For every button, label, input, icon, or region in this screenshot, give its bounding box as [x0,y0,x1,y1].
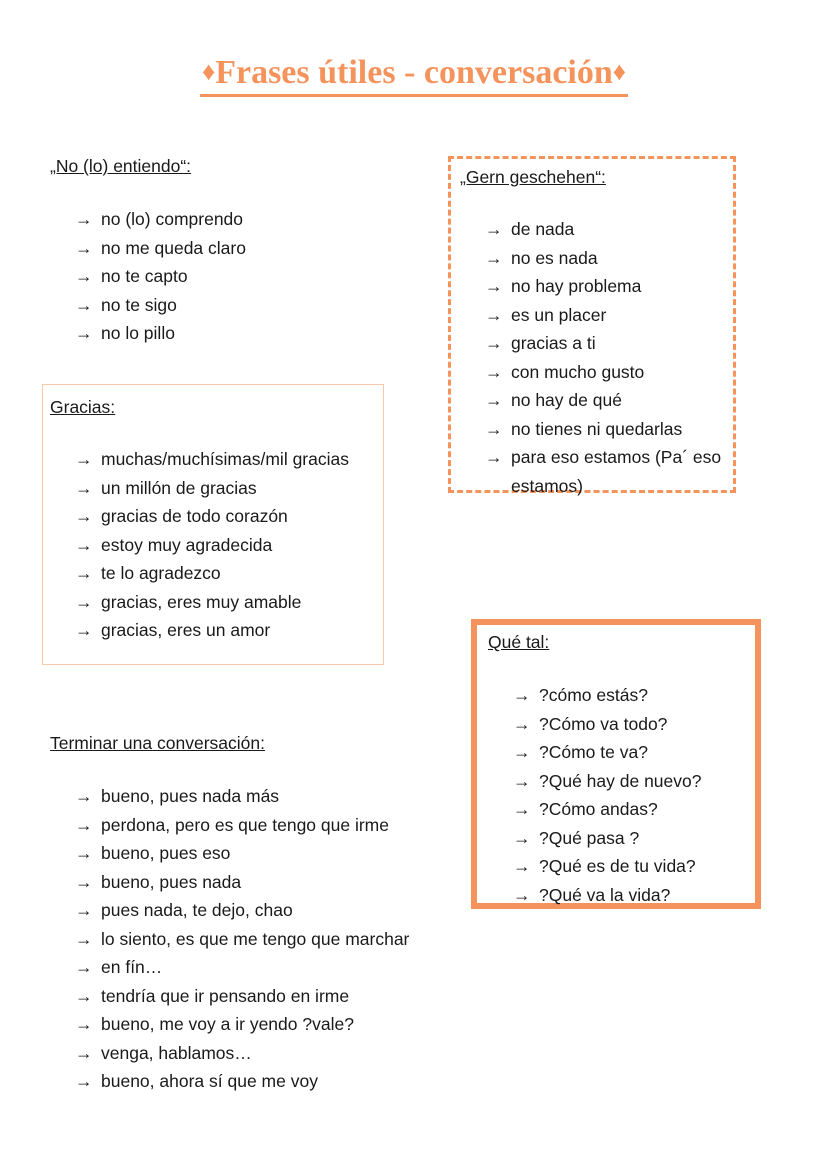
phrase-text: gracias, eres muy amable [101,591,302,612]
phrase-text: no lo pillo [101,323,175,343]
phrase-text: venga, hablamos… [101,1042,252,1063]
phrase-item [75,868,409,897]
phrase-item [513,881,702,910]
arrow-right-icon: → [75,814,93,835]
arrow-right-icon: → [75,294,93,315]
arrow-right-icon: → [485,219,503,239]
phrase-item [485,301,730,330]
section-que-tal [488,632,702,909]
phrase-list [513,681,702,909]
arrow-right-icon: → [75,477,93,498]
phrase-item [513,738,702,767]
phrase-item [75,811,409,840]
phrase-item [485,386,730,415]
phrase-text: gracias a ti [511,333,596,353]
arrow-right-icon: → [75,237,93,258]
arrow-right-icon: → [75,620,93,640]
arrow-right-icon: → [75,591,93,612]
phrase-list [75,445,349,645]
phrase-item [75,782,409,811]
phrase-item [75,616,349,645]
section-heading: Qué tal: [488,632,550,652]
arrow-right-icon: → [75,985,93,1006]
arrow-right-icon: → [75,449,93,469]
phrase-text: gracias, eres un amor [101,620,271,640]
phrase-text: no me queda claro [101,237,246,258]
page-title [0,52,828,97]
phrase-item [75,445,349,474]
arrow-right-icon: → [513,856,531,876]
phrase-item [485,358,730,387]
phrase-text: gracias de todo corazón [101,506,288,526]
phrase-item [75,474,349,503]
section-heading: Gracias: [50,397,116,417]
phrase-list [485,215,730,500]
phrase-text: un millón de gracias [101,477,257,498]
arrow-right-icon: → [485,418,503,439]
arrow-right-icon: → [75,786,93,806]
diamond-left-icon: ♦ [201,57,216,86]
phrase-text: no tienes ni quedarlas [511,418,683,439]
phrase-item [75,531,349,560]
arrow-right-icon: → [485,361,503,382]
phrase-text: ?Qué pasa ? [539,827,640,848]
phrase-item [485,329,730,358]
phrase-item [513,824,702,853]
phrase-text: lo siento, es que me tengo que marchar [101,928,410,949]
phrase-text: ?cómo estás? [539,685,648,705]
arrow-right-icon: → [75,506,93,526]
phrase-item [75,982,409,1011]
arrow-right-icon: → [485,447,503,467]
phrase-item [75,559,349,588]
phrase-item [75,953,409,982]
phrase-item [513,852,702,881]
phrase-item [75,588,349,617]
section-no-entiendo [50,156,246,348]
arrow-right-icon: → [75,1071,93,1091]
section-heading: „No (lo) entiendo“: [50,156,192,176]
section-heading: „Gern geschehen“: [460,167,606,187]
arrow-right-icon: → [75,563,93,583]
phrase-item [485,244,730,273]
phrase-item [485,215,730,244]
phrase-text: no hay problema [511,276,642,296]
phrase-item [513,795,702,824]
phrase-text: ?Cómo va todo? [539,713,668,734]
arrow-right-icon: → [513,827,531,848]
phrase-text: ?Cómo andas? [539,799,658,819]
phrase-item [75,291,246,320]
title-text: Frases útiles - conversación [215,54,613,91]
phrase-text: con mucho gusto [511,361,645,382]
section-terminar-conversacion [50,733,409,1096]
phrase-item [75,319,246,348]
phrase-text: no (lo) comprendo [101,209,244,229]
arrow-right-icon: → [485,247,503,268]
section-gracias [50,397,349,645]
phrase-item [513,681,702,710]
arrow-right-icon: → [513,742,531,762]
phrase-item [485,415,730,444]
arrow-right-icon: → [75,900,93,920]
arrow-right-icon: → [75,957,93,977]
phrase-list [75,205,246,348]
arrow-right-icon: → [75,928,93,949]
phrase-text: ?Qué va la vida? [539,884,671,905]
phrase-text: bueno, pues nada más [101,786,280,806]
phrase-item [75,925,409,954]
phrase-text: no te sigo [101,294,177,315]
phrase-text: es un placer [511,304,607,325]
arrow-right-icon: → [75,534,93,555]
phrase-item [75,234,246,263]
phrase-text: bueno, ahora sí que me voy [101,1071,318,1091]
arrow-right-icon: → [75,1042,93,1063]
phrase-item [513,767,702,796]
phrase-text: muchas/muchísimas/mil gracias [101,449,349,469]
section-gern-geschehen [460,167,730,500]
arrow-right-icon: → [75,1014,93,1034]
arrow-right-icon: → [485,304,503,325]
section-heading: Terminar una conversación: [50,733,265,753]
phrase-text: en fín… [101,957,163,977]
phrase-item [75,896,409,925]
arrow-right-icon: → [485,390,503,410]
arrow-right-icon: → [513,770,531,791]
phrase-text: perdona, pero es que tengo que irme [101,814,389,835]
phrase-item [75,1039,409,1068]
phrase-text: bueno, pues eso [101,843,231,863]
phrase-text: te lo agradezco [101,563,221,583]
phrase-item [75,1010,409,1039]
phrase-item [75,839,409,868]
phrase-item [485,272,730,301]
phrase-text: tendría que ir pensando en irme [101,985,350,1006]
arrow-right-icon: → [513,713,531,734]
phrase-text: ?Cómo te va? [539,742,648,762]
arrow-right-icon: → [75,209,93,229]
phrase-text: bueno, me voy a ir yendo ?vale? [101,1014,354,1034]
phrase-text: no hay de qué [511,390,622,410]
arrow-right-icon: → [75,843,93,863]
arrow-right-icon: → [485,333,503,353]
arrow-right-icon: → [513,884,531,905]
phrase-item [75,262,246,291]
phrase-text: de nada [511,219,575,239]
phrase-list [75,782,409,1096]
phrase-text: estoy muy agradecida [101,534,273,555]
arrow-right-icon: → [485,276,503,296]
phrase-text: no es nada [511,247,598,268]
arrow-right-icon: → [75,871,93,892]
phrase-text: pues nada, te dejo, chao [101,900,293,920]
phrase-item [485,443,730,500]
phrase-text: ?Qué es de tu vida? [539,856,696,876]
phrase-text: no te capto [101,266,188,286]
phrase-text: ?Qué hay de nuevo? [539,770,702,791]
arrow-right-icon: → [513,799,531,819]
phrase-text: para eso estamos (Pa´ eso estamos) [511,447,722,496]
arrow-right-icon: → [513,685,531,705]
phrase-item [513,710,702,739]
phrase-item [75,205,246,234]
diamond-right-icon: ♦ [612,57,627,86]
phrase-text: bueno, pues nada [101,871,242,892]
phrase-item [75,1067,409,1096]
arrow-right-icon: → [75,323,93,343]
arrow-right-icon: → [75,266,93,286]
phrase-item [75,502,349,531]
